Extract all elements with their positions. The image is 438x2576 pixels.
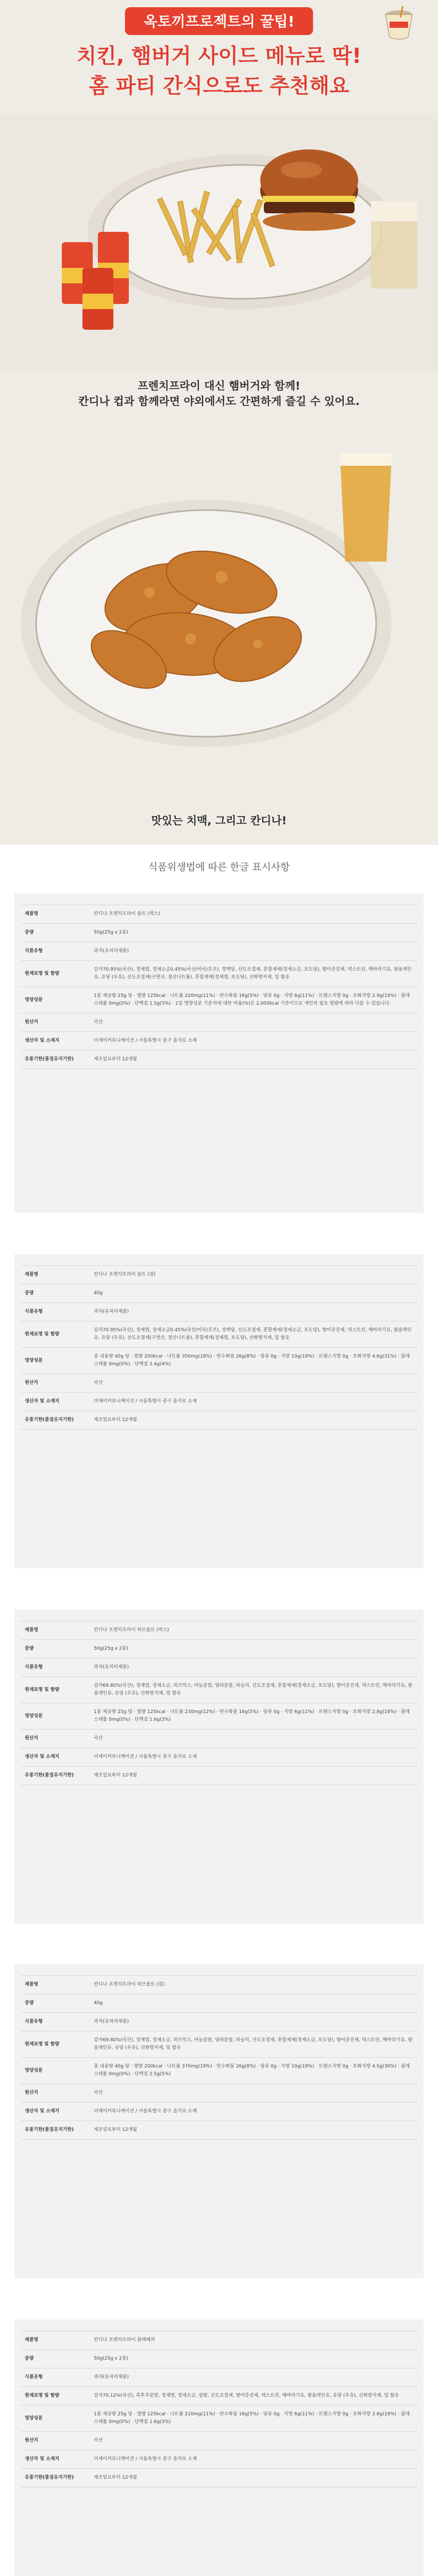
label-value: 감자69.80%(국산), 정제염, 정제소금, 허브믹스, 마늘분말, 양파분말, 파슬리, 산도조절제, 혼합제제(정제소금, 포도당), 향미증진제, 덱스트린, 해바라기유, 팜올레인유, 유당 (우유), 산화방지제, 밀 함유 [90, 1677, 417, 1703]
label-value: 과자(유처리제품) [90, 2013, 417, 2031]
label-key: 원재료명 및 함량 [21, 961, 90, 987]
label-row [21, 1393, 417, 1411]
label-key: 제품명 [21, 1976, 90, 1994]
label-key: 식품유형 [21, 2368, 90, 2387]
label-value: 제조일로부터 12개월 [90, 2121, 417, 2140]
label-key: 원재료명 및 함량 [21, 2031, 90, 2058]
label-value: 칸디나 프렌치프라이 솔트 (컵) [90, 1266, 417, 1284]
caption-1-line-1: 프렌치프라이 대신 햄버거와 함께! [138, 380, 300, 392]
hero-section [0, 0, 438, 845]
label-key: 유통기한(품질유지기한) [21, 1767, 90, 1785]
product-label-panel [14, 893, 424, 1213]
label-row [21, 1640, 417, 1658]
label-key: 원재료명 및 함량 [21, 1321, 90, 1348]
label-value: 제조일로부터 12개월 [90, 1767, 417, 1785]
label-row [21, 2450, 417, 2469]
label-value: 과자(유처리제품) [90, 2368, 417, 2387]
label-table [21, 1975, 417, 2140]
label-key: 유통기한(품질유지기한) [21, 2121, 90, 2140]
label-key: 생산자 및 소재지 [21, 2450, 90, 2469]
label-value: 국산 [90, 1013, 417, 1032]
product-label-panel [14, 1254, 424, 1568]
label-value: 1봉 제공량 25g 당 · 열량 125kcal · 나트륨 220mg(11%) · 탄수화물 16g(5%) · 당류 0g · 지방 6g(11%) · 트랜스지방 0g · 포화지방 2.9g(19%) · 콜레스테롤 0mg(0%) · 단백질 1.5g(3%) · 1일 영양성분 기준치에 대한 비율(%)은 2,000kcal 기준이므로 개인의 필요 열량에 따라 다를 수 있습니다. [90, 987, 417, 1013]
product-label-panel [14, 1964, 424, 2278]
label-key: 생산자 및 소재지 [21, 1032, 90, 1050]
label-row [21, 942, 417, 961]
label-row [21, 2469, 417, 2487]
label-value: 더제이커뮤니케이션 / 서울특별시 중구 을지로 소재 [90, 2103, 417, 2121]
label-key: 중량 [21, 924, 90, 942]
label-value: 제조일로부터 12개월 [90, 2469, 417, 2487]
label-value: 50g(25g x 2봉) [90, 2350, 417, 2368]
label-value: 1봉 제공량 25g 당 · 열량 125kcal · 나트륨 210mg(11%) · 탄수화물 16g(5%) · 당류 0g · 지방 6g(11%) · 트랜스지방 0g · 포화지방 2.8g(19%) · 콜레스테롤 0mg(0%) · 단백질 1.6g(3%) [90, 2405, 417, 2432]
label-value: 총 내용량 40g 당 · 열량 200kcal · 나트륨 350mg(18%) · 탄수화물 26g(8%) · 당류 0g · 지방 10g(19%) · 트랜스지방 0g · 포화지방 4.6g(31%) · 콜레스테롤 0mg(0%) · 단백질 2.4g(4%) [90, 1348, 417, 1374]
caption-1-line-2: 칸디나 컵과 함께라면 야외에서도 간편하게 즐길 수 있어요. [78, 395, 360, 408]
label-value: 감자70.95%(국산), 정제염, 정제소금0.45%(국산/미국/호주), 정백당, 산도조절제, 혼합제제(정제소금, 포도당), 향미증진제, 덱스트린, 해바라기유, 팜올레인유, 유당 (우유), 산도조절제(구연산, 젖산나트륨), 혼합제제(정제염, 포도당), 산화방지제, 밀 함유 [90, 961, 417, 987]
chicken-beer-photo [0, 428, 438, 799]
label-key: 영양성분 [21, 2405, 90, 2432]
label-row [21, 961, 417, 987]
label-row [21, 2121, 417, 2140]
section-title: 식품위생법에 따른 한글 표시사항 [148, 861, 290, 873]
burger-fries-photo [0, 113, 438, 371]
label-key: 제품명 [21, 1621, 90, 1640]
label-row [21, 1658, 417, 1677]
label-value: 감자70.95%(국산), 정제염, 정제소금0.45%(국산/미국/호주), 정백당, 산도조절제, 혼합제제(정제소금, 포도당), 향미증진제, 덱스트린, 해바라기유, 팜올레인유, 유당 (우유), 산도조절제(구연산, 젖산나트륨), 혼합제제(정제염, 포도당), 산화방지제, 밀 함유 [90, 1321, 417, 1348]
label-row [21, 1374, 417, 1393]
label-value: 과자(유처리제품) [90, 1303, 417, 1321]
label-key: 영양성분 [21, 2058, 90, 2084]
label-row [21, 2432, 417, 2450]
label-row [21, 1994, 417, 2013]
label-key: 원산지 [21, 2432, 90, 2450]
label-row [21, 2368, 417, 2387]
label-value: 과자(유처리제품) [90, 942, 417, 961]
label-key: 원산지 [21, 1013, 90, 1032]
label-key: 영양성분 [21, 987, 90, 1013]
label-key: 생산자 및 소재지 [21, 1748, 90, 1767]
label-row [21, 1411, 417, 1430]
label-key: 식품유형 [21, 1303, 90, 1321]
label-row [21, 1348, 417, 1374]
label-key: 원재료명 및 함량 [21, 2387, 90, 2405]
label-row [21, 1266, 417, 1284]
label-row [21, 2103, 417, 2121]
label-row [21, 924, 417, 942]
headline-line-2: 홈 파티 간식으로도 추천해요 [89, 74, 349, 98]
label-row [21, 2405, 417, 2432]
label-row [21, 1321, 417, 1348]
label-row [21, 905, 417, 924]
label-row [21, 1013, 417, 1032]
label-value: 국산 [90, 2432, 417, 2450]
label-key: 중량 [21, 1284, 90, 1303]
label-row [21, 2013, 417, 2031]
label-row [21, 2058, 417, 2084]
label-table [21, 1621, 417, 1785]
label-row [21, 1032, 417, 1050]
label-key: 식품유형 [21, 1658, 90, 1677]
label-key: 영양성분 [21, 1348, 90, 1374]
label-key: 원산지 [21, 1730, 90, 1748]
label-key: 식품유형 [21, 942, 90, 961]
label-key: 생산자 및 소재지 [21, 2103, 90, 2121]
label-value: 1봉 제공량 25g 당 · 열량 125kcal · 나트륨 230mg(12%) · 탄수화물 16g(5%) · 당류 0g · 지방 6g(11%) · 트랜스지방 0g · 포화지방 2.8g(19%) · 콜레스테롤 0mg(0%) · 단백질 1.6g(3%) [90, 1703, 417, 1730]
noodle-cup-icon [380, 5, 417, 42]
caption-2: 맛있는 치맥, 그리고 칸디나! [151, 815, 287, 827]
label-key: 영양성분 [21, 1703, 90, 1730]
label-value: 칸디나 프렌치프라이 허브솔트 (박스) [90, 1621, 417, 1640]
label-table [21, 1265, 417, 1430]
label-value: 국산 [90, 1730, 417, 1748]
label-key: 유통기한(품질유지기한) [21, 1411, 90, 1430]
label-key: 유통기한(품질유지기한) [21, 1050, 90, 1069]
label-key: 유통기한(품질유지기한) [21, 2469, 90, 2487]
label-row [21, 1050, 417, 1069]
label-value: 40g [90, 1284, 417, 1303]
headline-line-1: 치킨, 햄버거 사이드 메뉴로 딱! [76, 44, 362, 68]
label-value: 50g(25g x 2봉) [90, 924, 417, 942]
label-row [21, 1284, 417, 1303]
label-key: 중량 [21, 1994, 90, 2013]
label-value: 과자(유처리제품) [90, 1658, 417, 1677]
label-key: 중량 [21, 1640, 90, 1658]
label-row [21, 1677, 417, 1703]
label-row [21, 2331, 417, 2350]
label-key: 제품명 [21, 905, 90, 924]
label-table [21, 2331, 417, 2487]
label-row [21, 1767, 417, 1785]
label-row [21, 1748, 417, 1767]
label-row [21, 2031, 417, 2058]
label-value: 감자70.12%(국산), 흑후추분말, 정제염, 정제소금, 설탕, 산도조절제, 향미증진제, 덱스트린, 해바라기유, 팜올레인유, 유당 (우유), 산화방지제, 밀 함유 [90, 2387, 417, 2405]
label-value: 더제이커뮤니케이션 / 서울특별시 중구 을지로 소재 [90, 2450, 417, 2469]
label-key: 생산자 및 소재지 [21, 1393, 90, 1411]
label-value: 50g(25g x 2봉) [90, 1640, 417, 1658]
label-value: 더제이커뮤니케이션 / 서울특별시 중구 을지로 소재 [90, 1032, 417, 1050]
product-label-panel [14, 1609, 424, 1924]
label-key: 제품명 [21, 2331, 90, 2350]
label-value: 총 내용량 40g 당 · 열량 200kcal · 나트륨 370mg(19%) · 탄수화물 26g(8%) · 당류 0g · 지방 10g(19%) · 트랜스지방 0g · 포화지방 4.5g(30%) · 콜레스테롤 0mg(0%) · 단백질 2.5g(5%) [90, 2058, 417, 2084]
label-value: 국산 [90, 1374, 417, 1393]
label-value: 칸디나 프렌치프라이 솔트 (박스) [90, 905, 417, 924]
label-key: 원산지 [21, 1374, 90, 1393]
label-row [21, 2084, 417, 2103]
label-row [21, 1976, 417, 1994]
label-value: 제조일로부터 12개월 [90, 1411, 417, 1430]
label-key: 중량 [21, 2350, 90, 2368]
label-row [21, 987, 417, 1013]
label-value: 더제이커뮤니케이션 / 서울특별시 중구 을지로 소재 [90, 1748, 417, 1767]
label-key: 원재료명 및 함량 [21, 1677, 90, 1703]
label-value: 제조일로부터 12개월 [90, 1050, 417, 1069]
label-value: 더제이커뮤니케이션 / 서울특별시 중구 을지로 소재 [90, 1393, 417, 1411]
label-row [21, 1730, 417, 1748]
tip-banner: 옥토끼프로젝트의 꿀팁! [125, 7, 313, 35]
label-value: 칸디나 프렌치프라이 블랙페퍼 [90, 2331, 417, 2350]
label-row [21, 1621, 417, 1640]
label-value: 칸디나 프렌치프라이 허브솔트 (컵) [90, 1976, 417, 1994]
label-key: 원산지 [21, 2084, 90, 2103]
label-row [21, 2387, 417, 2405]
label-key: 제품명 [21, 1266, 90, 1284]
label-value: 40g [90, 1994, 417, 2013]
product-label-panel [14, 2319, 424, 2576]
label-key: 식품유형 [21, 2013, 90, 2031]
label-row [21, 2350, 417, 2368]
label-row [21, 1703, 417, 1730]
label-table [21, 905, 417, 1069]
label-value: 국산 [90, 2084, 417, 2103]
label-value: 감자69.80%(국산), 정제염, 정제소금, 허브믹스, 마늘분말, 양파분말, 파슬리, 산도조절제, 혼합제제(정제소금, 포도당), 향미증진제, 덱스트린, 해바라기유, 팜올레인유, 유당 (우유), 산화방지제, 밀 함유 [90, 2031, 417, 2058]
label-row [21, 1303, 417, 1321]
